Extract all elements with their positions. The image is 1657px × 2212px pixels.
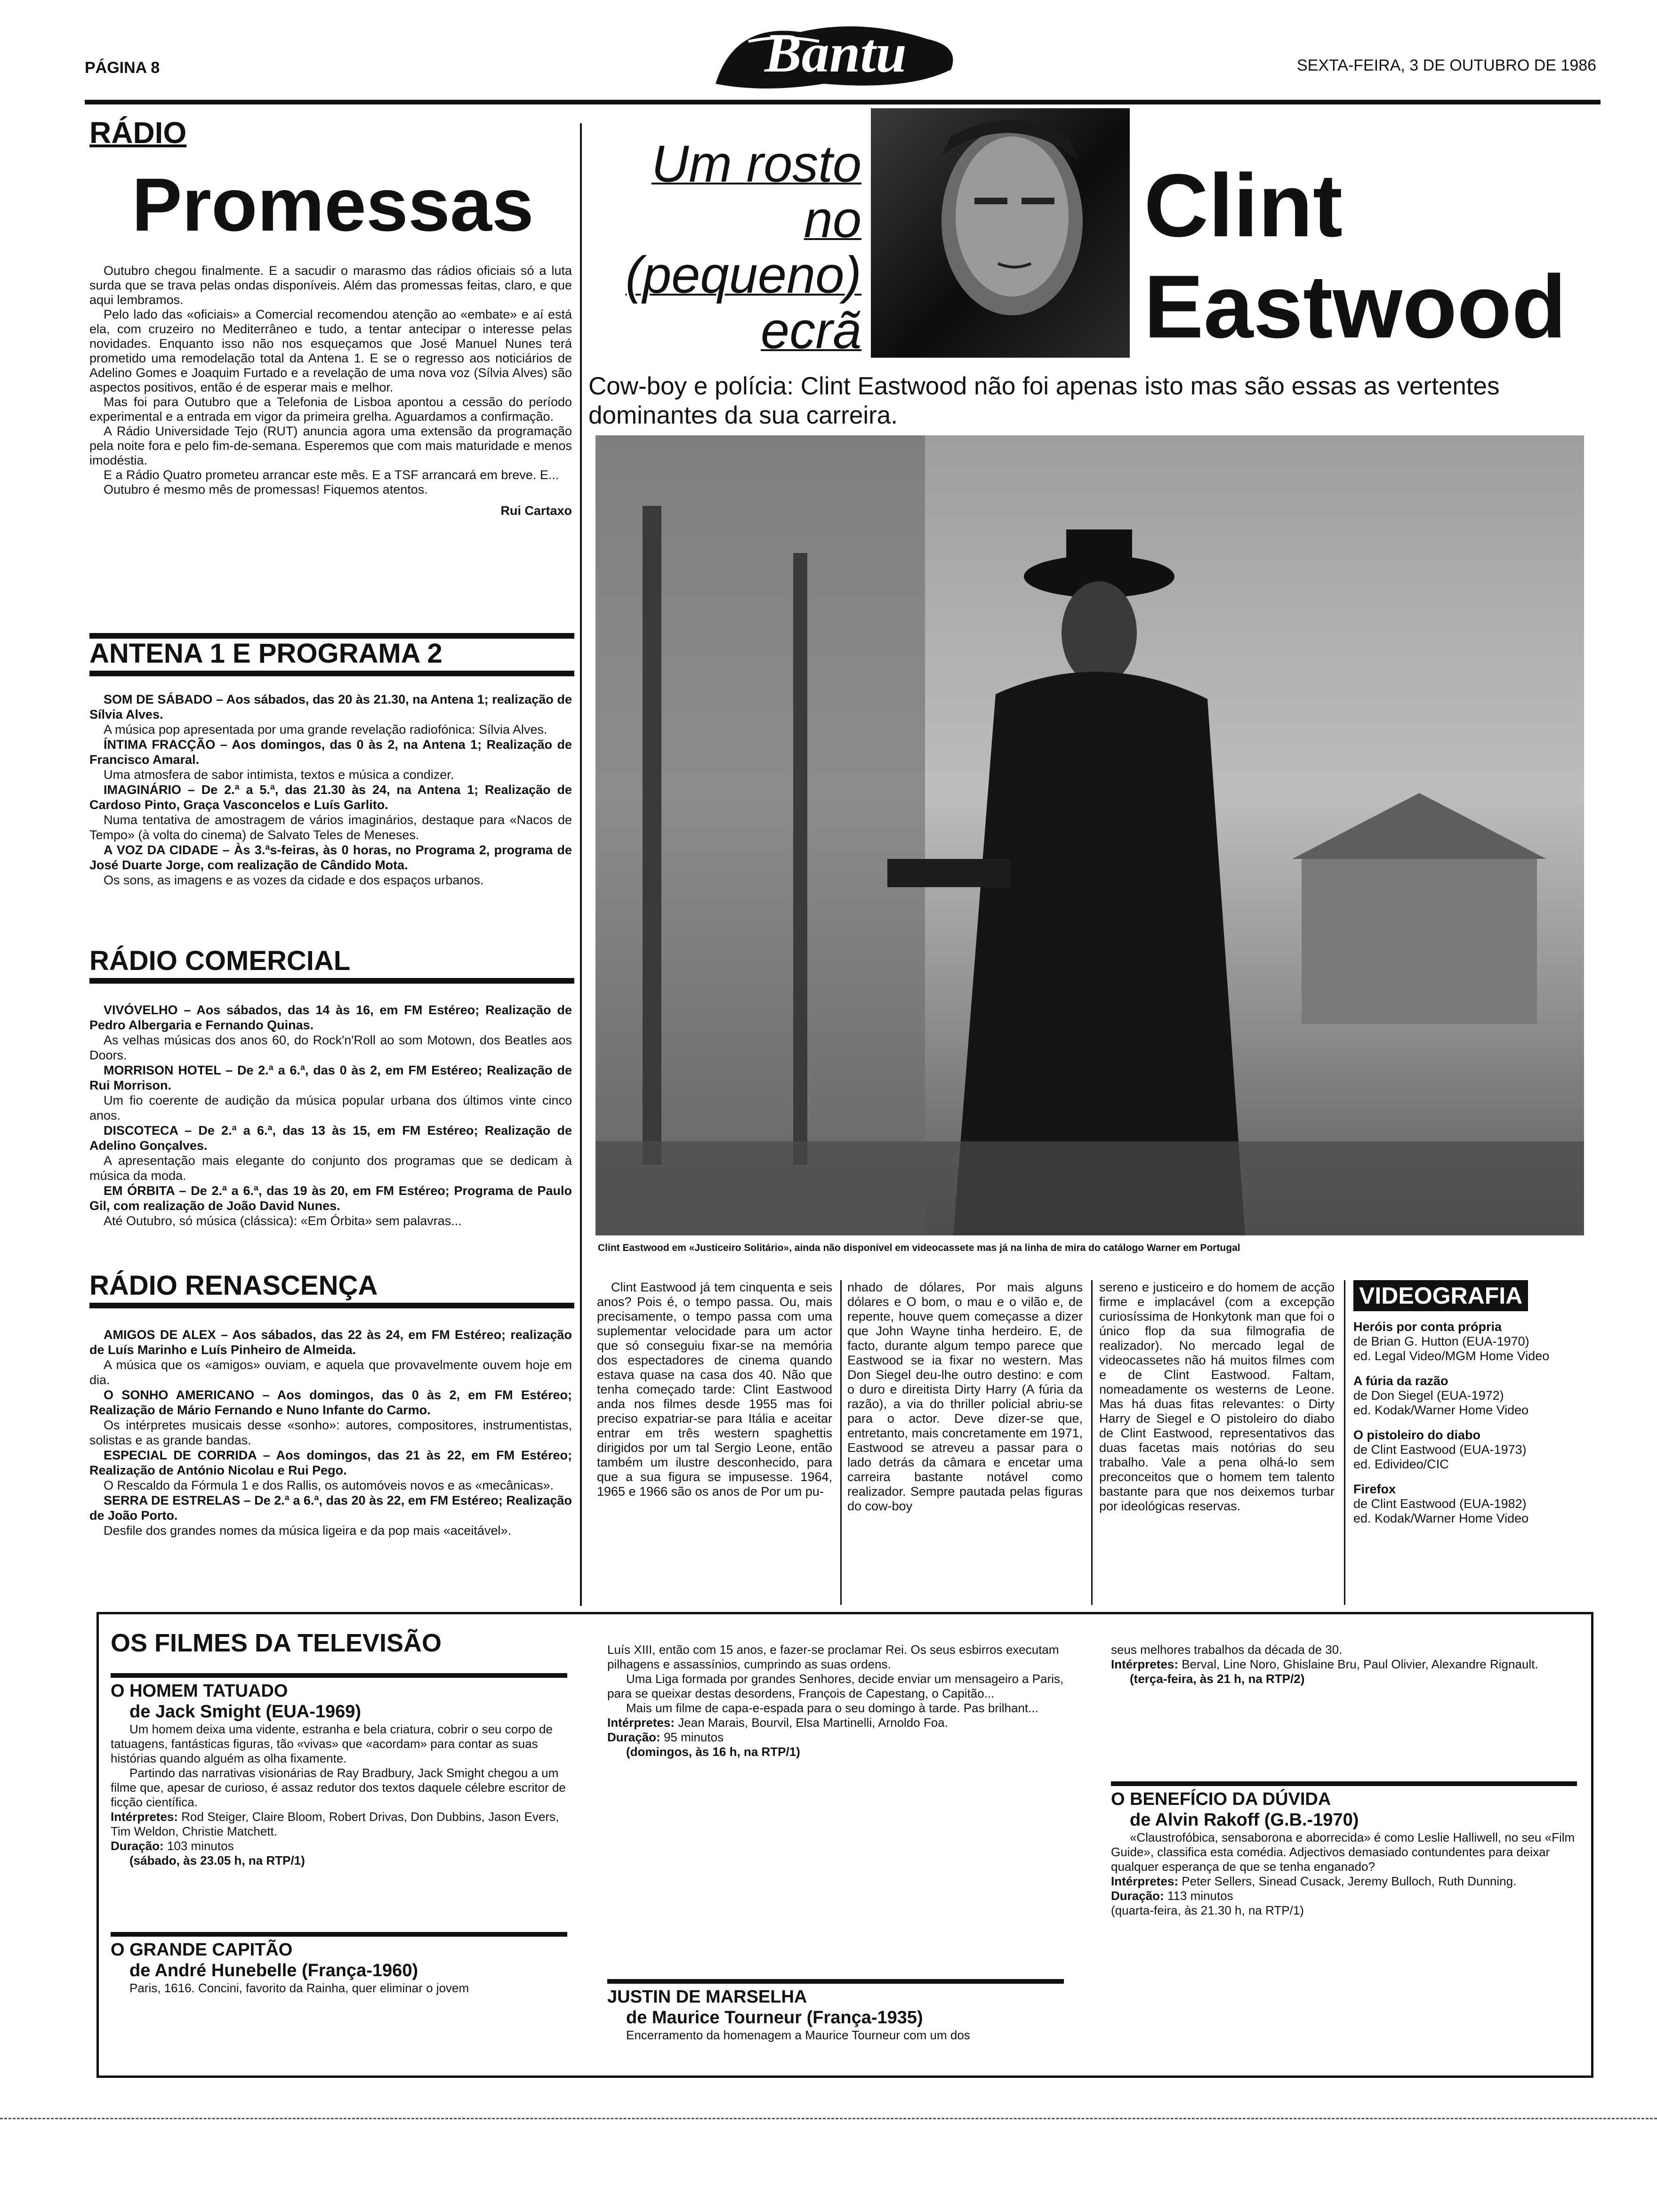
film-director: de Jack Smight (EUA-1969) — [129, 1702, 362, 1722]
program-description: Os sons, as imagens e as vozes da cidade e dos espaços urbanos. — [104, 873, 484, 887]
film-duration — [111, 1839, 567, 1853]
film-cast — [1111, 1874, 1577, 1889]
issue-date: SEXTA-FEIRA, 3 DE OUTUBRO DE 1986 — [1297, 56, 1597, 74]
film-title: O HOMEM TATUADO — [111, 1681, 288, 1701]
videografia-box — [1353, 1280, 1589, 1526]
program-heading: A VOZ DA CIDADE – Às 3.ªs-feiras, às 0 horas, no Programa 2, programa de José Duarte Jorge, com realização de Cândido Mota. — [89, 843, 572, 872]
column-divider — [1344, 1280, 1345, 1605]
program-description: O Rescaldo da Fórmula 1 e dos Rallis, os automóveis novos e as «mecânicas». — [104, 1478, 554, 1492]
film-title: O BENEFÍCIO DA DÚVIDA — [1111, 1789, 1331, 1809]
portrait-photo — [871, 108, 1130, 358]
program-heading: ESPECIAL DE CORRIDA – Aos domingos, das 21 às 22, em FM Estéreo; Realização de António Nicolau e Rui Pego. — [89, 1448, 572, 1477]
header-rule — [85, 100, 1601, 104]
renascenca-title: RÁDIO RENASCENÇA — [89, 1271, 574, 1308]
comercial-list — [89, 1002, 572, 1228]
section-kicker: RÁDIO — [89, 116, 187, 150]
antena1-list — [89, 692, 572, 888]
article-paragraph: A Rádio Universidade Tejo (RUT) anuncia agora uma extensão da programação pela noite fora e pelo fim-de-semana. Esperemos que com mais maturidade e menos imodéstia. — [89, 424, 572, 467]
renascenca-list — [89, 1327, 572, 1538]
film-director: de Maurice Tourneur (França-1935) — [626, 2008, 923, 2028]
radio-article-body — [89, 264, 572, 518]
feature-deck: Cow-boy e polícia: Clint Eastwood não foi apenas isto mas são essas as vertentes dominantes da sua carreira. — [588, 372, 1500, 429]
film-slot: (sábado, às 23.05 h, na RTP/1) — [129, 1853, 305, 1867]
program-description: A apresentação mais elegante do conjunto dos programas que se dedicam à música da moda. — [89, 1154, 572, 1183]
bottom-edge-line — [0, 2118, 1657, 2119]
films-tv-title: OS FILMES DA TELEVISÃO — [111, 1629, 442, 1657]
program-description: Uma atmosfera de sabor intimista, textos e música a condizer. — [104, 768, 454, 782]
article-paragraph: Mas foi para Outubro que a Telefonia de Lisboa apontou a cessão do período experimental e a entrada em vigor da primeira grelha. Aguardamos a confirmação. — [89, 395, 572, 424]
film-grande-capitao — [111, 1932, 567, 1996]
film-text: seus melhores trabalhos da década de 30. — [1111, 1643, 1343, 1657]
film-duration — [1111, 1889, 1577, 1903]
video-title: A fúria da razão — [1353, 1374, 1448, 1388]
video-edition: ed. Edivideo/CIC — [1353, 1457, 1449, 1471]
feature-photo — [595, 435, 1584, 1235]
cast-value: Jean Marais, Bourvil, Elsa Martinelli, Arnoldo Foa. — [678, 1715, 948, 1730]
program-heading: ÍNTIMA FRACÇÃO – Aos domingos, das 0 às 2, na Antena 1; Realização de Francisco Amaral. — [89, 737, 572, 767]
program-description: Um fio coerente de audição da música popular urbana dos últimos vinte cinco anos. — [89, 1093, 572, 1122]
film-grande-capitao-cont — [607, 1643, 1064, 1759]
program-heading: SOM DE SÁBADO – Aos sábados, das 20 às 21.30, na Antena 1; realização de Sílvia Alves. — [89, 692, 572, 721]
cast-value: Berval, Line Noro, Ghislaine Bru, Paul Olivier, Alexandre Rignault. — [1182, 1657, 1538, 1671]
film-text: «Claustrofóbica, sensaborona e aborrecida» é como Leslie Halliwell, no seu «Film Guide», classifica esta comédia. Adjectivos demasiado contundentes para deixar qualquer esperança de que se tenha enganado? — [1111, 1830, 1575, 1874]
film-text: Luís XIII, então com 15 anos, e fazer-se proclamar Rei. Os seus esbirros executam pilhagens e assassínios, cumprindo as suas ordens. — [607, 1643, 1059, 1671]
film-cast — [1111, 1657, 1577, 1672]
program-description: A música que os «amigos» ouviam, e aquela que provavelmente ouvem hoje em dia. — [89, 1358, 572, 1387]
program-heading: IMAGINÁRIO – De 2.ª a 5.ª, das 21.30 às 24, na Antena 1; Realização de Cardoso Pinto, Graça Vasconcelos e Luís Garlito. — [89, 783, 572, 812]
headline-line: (pequeno) — [625, 246, 861, 304]
video-credit: de Brian G. Hutton (EUA-1970) — [1353, 1334, 1529, 1348]
masthead-logo — [706, 13, 965, 93]
photo-caption: Clint Eastwood em «Justiceiro Solitário», ainda não disponível em videocassete mas já na linha de mira do catálogo Warner em Portugal — [598, 1242, 1240, 1253]
program-heading: O SONHO AMERICANO – Aos domingos, das 0 às 2, em FM Estéreo; Realização de Mário Fernando e Nuno Infante do Carmo. — [89, 1388, 572, 1417]
cast-value: Rod Steiger, Claire Bloom, Robert Drivas, Don Dubbins, Jason Evers, Tim Weldon, Christie Matchett. — [111, 1810, 559, 1838]
film-duration — [607, 1730, 1064, 1745]
program-description: Até Outubro, só música (clássica): «Em Órbita» sem palavras... — [104, 1214, 462, 1228]
page-number: PÁGINA 8 — [85, 59, 160, 77]
video-edition: ed. Kodak/Warner Home Video — [1353, 1403, 1529, 1417]
film-cast — [111, 1810, 567, 1839]
cast-label: Intérpretes: — [607, 1715, 675, 1730]
duration-label: Duração: — [607, 1730, 660, 1744]
column-divider — [840, 1280, 842, 1605]
feature-column-1: Clint Eastwood já tem cinquenta e seis anos? Pois é, o tempo passa. Ou, mais precisamente, o tempo passa com uma suplementar velocidade para um actor que só conseguiu fixar-se na memória dos espectadores de cinema quando estava quase na casa dos 40. Não que tenha começado tarde: Clint Eastwood anda nos filmes desde 1955 mas foi preciso expatriar-se para Itália e aceitar entrar em três western spaghettis dirigidos por um tal Sergio Leone, então também um ilustre desconhecido, para que a sua figura se impusesse. 1964, 1965 e 1966 são os anos de Por um pu- — [597, 1280, 832, 1499]
film-homem-tatuado — [111, 1673, 567, 1868]
film-justin-cont — [1111, 1643, 1577, 1686]
program-description: Os intérpretes musicais desse «sonho»: autores, compositores, instrumentistas, solistas e as grande bandas. — [89, 1418, 572, 1447]
cast-label: Intérpretes: — [1111, 1657, 1179, 1671]
feature-column-2: nhado de dólares, Por mais alguns dólares e O bom, o mau e o vilão e, de repente, houve quem começasse a dizer que John Wayne tinha herdeiro. E, de facto, durante algum tempo parece que Eastwood se ia fixar no western. Mas Don Siegel deu-lhe outro destino: e com o duro e direitista Dirty Harry (A fúria da razão), a via do thriller policial abriu-se para o actor. Deve dizer-se que, entretanto, mais concretamente em 1971, Eastwood se atreveu a passar para o lado detrás da câmara e encetar uma carreira bastante notável como realizador. Sempre pautada pelas figuras do cow-boy — [847, 1280, 1083, 1513]
video-credit: de Don Siegel (EUA-1972) — [1353, 1388, 1504, 1403]
program-heading: VIVÓVELHO – Aos sábados, das 14 às 16, em FM Estéreo; Realização de Pedro Albergaria e Fernando Quinas. — [89, 1003, 572, 1032]
program-heading: SERRA DE ESTRELAS – De 2.ª a 6.ª, das 20 às 22, em FM Estéreo; Realização de João Porto. — [89, 1493, 572, 1523]
cast-label: Intérpretes: — [111, 1810, 178, 1824]
duration-label: Duração: — [111, 1839, 164, 1853]
video-credit: de Clint Eastwood (EUA-1973) — [1353, 1443, 1527, 1457]
film-title: JUSTIN DE MARSELHA — [607, 1987, 807, 2007]
program-description: Desfile dos grandes nomes da música ligeira e da pop mais «aceitável». — [104, 1523, 511, 1538]
antena1-title: ANTENA 1 E PROGRAMA 2 — [89, 639, 574, 676]
film-text: Um homem deixa uma vidente, estranha e bela criatura, cobrir o seu corpo de tatuagens, fantásticas figuras, tão «vivas» que «acordam» para contar as suas histórias quando alguém as olha fixamente. — [111, 1722, 553, 1765]
article-paragraph: Outubro é mesmo mês de promessas! Fiquemos atentos. — [104, 482, 428, 497]
duration-value: 95 minutos — [663, 1730, 724, 1744]
duration-label: Duração: — [1111, 1889, 1164, 1903]
feature-headline-right — [1144, 155, 1566, 358]
cast-label: Intérpretes: — [1111, 1874, 1179, 1888]
headline-line: ecrã — [761, 302, 861, 360]
video-edition: ed. Kodak/Warner Home Video — [1353, 1511, 1529, 1525]
film-director: de André Hunebelle (França-1960) — [129, 1961, 418, 1980]
headline-line: no — [804, 191, 861, 248]
duration-value: 103 minutos — [167, 1839, 234, 1853]
byline: Rui Cartaxo — [500, 504, 572, 518]
film-cast — [607, 1715, 1064, 1730]
feature-column-3: sereno e justiceiro e do homem de acção firme e implacável (com a excepção curiosíssima de Honkytonk man que foi o único flop da sua filmografia de realizador). No mercado legal de videocassetes não há muitos filmes com e de Clint Eastwood. Faltam, nomeadamente os westerns de Leone. Mas há duas fitas relevantes: o Dirty Harry de Siegel e O pistoleiro do diabo de Clint Eastwood, representativos das duas facetas mais notórias do seu trabalho. Vale a pena olhá-lo sem preconceitos que o homem tem talento bastante para que nos deixemos turbar por ideológicas reservas. — [1099, 1280, 1335, 1513]
article-paragraph: E a Rádio Quatro prometeu arrancar este mês. E a TSF arrancará em breve. E... — [104, 468, 559, 482]
headline-line: Clint — [1144, 156, 1343, 256]
duration-value: 113 minutos — [1167, 1889, 1233, 1903]
video-credit: de Clint Eastwood (EUA-1982) — [1353, 1497, 1527, 1511]
program-heading: EM ÓRBITA – De 2.ª a 6.ª, das 19 às 20, em FM Estéreo; Programa de Paulo Gil, com realização de João David Nunes. — [89, 1184, 572, 1213]
comercial-title: RÁDIO COMERCIAL — [89, 946, 574, 984]
film-text: Mais um filme de capa-e-espada para o seu domingo à tarde. Pas brilhant... — [626, 1701, 1038, 1715]
program-description: A música pop apresentada por uma grande revelação radiofónica: Sílvia Alves. — [104, 722, 547, 737]
video-title: Heróis por conta própria — [1353, 1320, 1502, 1334]
film-slot: (quarta-feira, às 21.30 h, na RTP/1) — [1111, 1903, 1304, 1917]
film-justin — [607, 1979, 1064, 2043]
film-text: Paris, 1616. Concini, favorito da Rainha, quer eliminar o jovem — [129, 1981, 469, 1995]
article-title: Promessas — [132, 162, 534, 247]
program-heading: MORRISON HOTEL – De 2.ª a 6.ª, das 0 às 2, em FM Estéreo; Realização de Rui Morrison. — [89, 1063, 572, 1092]
column-divider — [1091, 1280, 1093, 1605]
video-edition: ed. Legal Video/MGM Home Video — [1353, 1349, 1550, 1363]
video-title: O pistoleiro do diabo — [1353, 1428, 1480, 1442]
film-text: Partindo das narrativas visionárias de Ray Bradbury, Jack Smight chegou a um filme que, apesar de curioso, é assaz redutor dos textos daquele célebre escritor de ficção científica. — [111, 1766, 566, 1809]
masthead-title: Bantu — [764, 22, 907, 84]
videografia-title: VIDEOGRAFIA — [1353, 1280, 1528, 1311]
article-paragraph: Outubro chegou finalmente. E a sacudir o marasmo das rádios oficiais só a luta surda que se trava pelas ondas disponíveis. Além das promessas feitas, claro, e que aqui lembramos. — [89, 264, 572, 307]
article-paragraph: Pelo lado das «oficiais» a Comercial recomendou atenção ao «embate» e aí está ela, com cruzeiro no Mediterrâneo e tudo, a tentar antecipar o interesse pelas novidades. Enquanto isso não nos esqueçamos que José Manuel Nunes terá prometido uma remodelação total da Antena 1. E se o regresso aos noticiários de Adelino Gomes e Joaquim Furtado e a revelação de uma nova voz (Sílvia Alves) são aspectos positivos, então é de esperar mais e melhor. — [89, 307, 572, 394]
program-description: Numa tentativa de amostragem de vários imaginários, destaque para «Nacos de Tempo» (à volta do cinema) de Salvato Teles de Meneses. — [89, 813, 572, 842]
program-heading: AMIGOS DE ALEX – Aos sábados, das 22 às 24, em FM Estéreo; realização de Luís Marinho e Luís Pinheiro de Almeida. — [89, 1328, 572, 1357]
feature-headline-left — [593, 136, 861, 359]
film-title: O GRANDE CAPITÃO — [111, 1940, 293, 1960]
headline-line: Eastwood — [1144, 257, 1567, 357]
column-divider — [580, 123, 582, 1606]
film-text: Encerramento da homenagem a Maurice Tourneur com um dos — [626, 2028, 970, 2042]
film-slot: (terça-feira, às 21 h, na RTP/2) — [1130, 1672, 1305, 1686]
video-title: Firefox — [1353, 1482, 1396, 1496]
film-beneficio — [1111, 1781, 1577, 1918]
cast-value: Peter Sellers, Sinead Cusack, Jeremy Bulloch, Ruth Dunning. — [1182, 1874, 1517, 1888]
film-text: Uma Liga formada por grandes Senhores, decide enviar um mensageiro a Paris, para se queixar destas desordens, François de Capestang, o Capitão... — [607, 1672, 1064, 1700]
film-slot: (domingos, às 16 h, na RTP/1) — [626, 1745, 800, 1759]
program-description: As velhas músicas dos anos 60, do Rock'n'Roll ao som Motown, dos Beatles aos Doors. — [89, 1033, 572, 1062]
film-director: de Alvin Rakoff (G.B.-1970) — [1130, 1810, 1359, 1830]
program-heading: DISCOTECA – De 2.ª a 6.ª, das 13 às 15, em FM Estéreo; Realização de Adelino Gonçalves. — [89, 1123, 572, 1153]
headline-line: Um rosto — [651, 135, 861, 193]
